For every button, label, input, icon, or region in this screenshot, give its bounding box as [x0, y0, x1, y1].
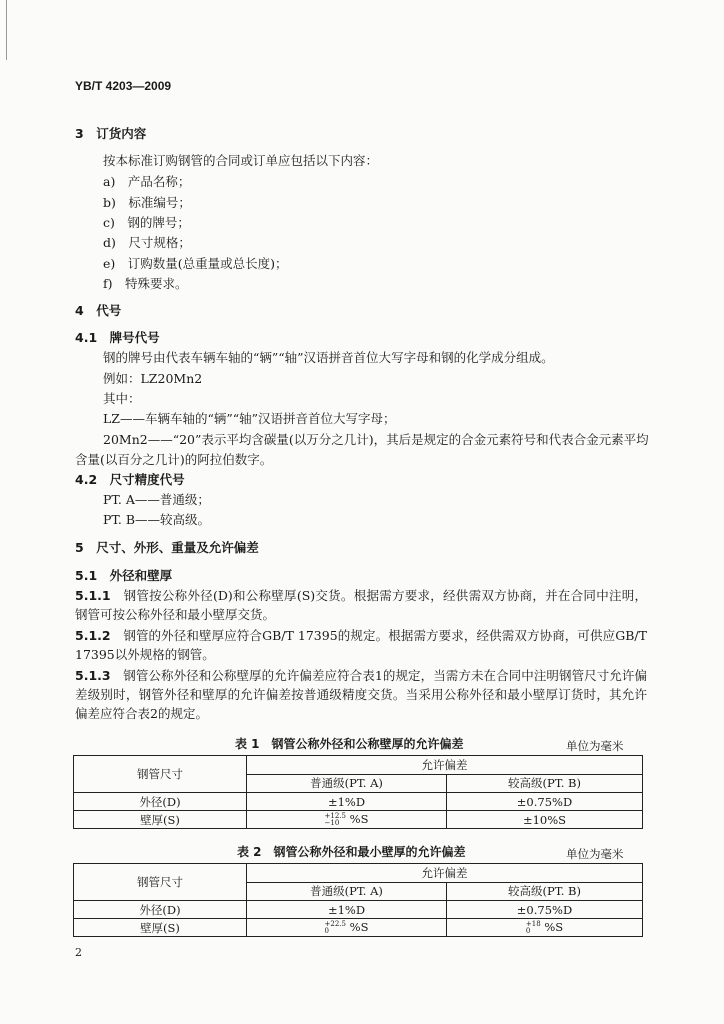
section-4-1-lz-def: LZ——车辆车轴的“辆”“轴”汉语拼音首位大写字母； [103, 411, 396, 426]
section-4-1-para: 钢的牌号由代表车辆车轴的“辆”“轴”汉语拼音首位大写字母和钢的化学成分组成。 [103, 350, 554, 365]
table-header-size: 钢管尺寸 [74, 864, 247, 901]
tolerance-lower: 0 [324, 927, 329, 935]
clause-text: 钢管按公称外径(D)和公称壁厚(S)交货。根据需方要求，经供需双方协商，并在合同中注明，钢管可按公称外径和最小壁厚交货。 [75, 588, 647, 622]
clause-text: 钢管公称外径和公称壁厚的允许偏差应符合表1的规定，当需方未在合同中注明钢管尺寸允许偏差级别时，钢管外径和壁厚的允许偏差按普通级精度交货。当采用公称外径和最小壁厚订货时，其允许偏差应符合表2的规定。 [75, 668, 647, 721]
table-cell: 壁厚(S) [74, 811, 247, 829]
table-header-pta: 普通级(PT. A) [247, 774, 447, 793]
section-4-title: 4 代号 [75, 303, 122, 318]
tolerance-upper: +22.5 [324, 920, 346, 928]
page-number: 2 [75, 946, 82, 959]
section-3-title: 3 订货内容 [75, 126, 147, 141]
section-4-2-title: 4.2 尺寸精度代号 [75, 472, 185, 487]
tolerance-lower: 0 [525, 927, 531, 935]
tolerance-stack [325, 921, 346, 935]
clause-number: 5.1.3 [75, 668, 111, 683]
section-4-1-where: 其中： [103, 391, 141, 406]
section-4-1-mn-def-cont: 含量(以百分之几计)的阿拉伯数字。 [75, 452, 273, 467]
table-cell: ±0.75%D [447, 901, 643, 919]
list-item: f) 特殊要求。 [103, 276, 188, 291]
table-header-ptb: 较高级(PT. B) [447, 774, 643, 793]
table-row [74, 793, 643, 811]
table-header-allowance: 允许偏差 [247, 864, 643, 883]
table-1-unit: 单位为毫米 [566, 739, 624, 753]
section-4-1-title: 4.1 牌号代号 [75, 330, 160, 345]
table-cell: ±1%D [247, 901, 447, 919]
table-header-pta: 普通级(PT. A) [247, 882, 447, 901]
list-item: b) 标准编号； [103, 195, 191, 210]
list-item: d) 尺寸规格； [103, 235, 191, 250]
table-row [74, 811, 643, 829]
list-item: c) 钢的牌号； [103, 215, 190, 230]
tolerance-stack [526, 921, 541, 935]
clause-number: 5.1.2 [75, 628, 111, 643]
section-4-2-pta: PT. A——普通级； [103, 492, 210, 507]
table-header-size: 钢管尺寸 [74, 756, 247, 793]
section-5-title: 5 尺寸、外形、重量及允许偏差 [75, 540, 259, 555]
table-cell: ±1%D [247, 793, 447, 811]
table-2-unit: 单位为毫米 [566, 847, 624, 861]
list-item: e) 订购数量(总重量或总长度)； [103, 256, 288, 271]
section-4-1-example: 例如：LZ20Mn2 [103, 371, 203, 386]
table-cell: 外径(D) [74, 793, 247, 811]
clause-number: 5.1.1 [75, 588, 111, 603]
table-cell: 外径(D) [74, 901, 247, 919]
section-5-1-title: 5.1 外径和壁厚 [75, 568, 173, 583]
section-4-1-mn-def: 20Mn2——“20”表示平均含碳量(以万分之几计)，其后是规定的合金元素符号和代表合金元素平均 [103, 432, 649, 447]
table-cell: ±0.75%D [447, 793, 643, 811]
tolerance-unit: %S [349, 920, 369, 934]
tolerance-unit: %S [349, 812, 369, 826]
table-1-caption: 表 1 钢管公称外径和公称壁厚的允许偏差 [235, 737, 464, 751]
list-item: a) 产品名称； [103, 174, 191, 189]
table-1 [73, 755, 643, 829]
tolerance-upper: +18 [525, 920, 541, 928]
table-cell [247, 811, 447, 829]
clause-5-1-3 [75, 666, 647, 723]
table-cell [247, 919, 447, 937]
table-row [74, 919, 643, 937]
table-2 [73, 863, 643, 937]
scan-edge-line [6, 0, 7, 60]
clause-5-1-1 [75, 586, 647, 624]
table-cell [447, 919, 643, 937]
standard-code-header: YB/T 4203—2009 [75, 79, 172, 93]
clause-text: 钢管的外径和壁厚应符合GB/T 17395的规定。根据需方要求，经供需双方协商，可供应GB/T 17395以外规格的钢管。 [75, 628, 647, 662]
clause-5-1-2 [75, 626, 647, 664]
table-2-caption: 表 2 钢管公称外径和最小壁厚的允许偏差 [237, 845, 466, 859]
section-3-intro: 按本标准订购钢管的合同或订单应包括以下内容： [103, 153, 379, 168]
tolerance-unit: %S [544, 920, 564, 934]
tolerance-upper: +12.5 [324, 812, 346, 820]
tolerance-stack [325, 813, 346, 827]
table-row [74, 901, 643, 919]
table-cell: ±10%S [447, 811, 643, 829]
section-4-2-ptb: PT. B——较高级。 [103, 512, 211, 527]
table-header-ptb: 较高级(PT. B) [447, 882, 643, 901]
tolerance-lower: −10 [324, 819, 340, 827]
table-header-allowance: 允许偏差 [247, 756, 643, 775]
table-cell: 壁厚(S) [74, 919, 247, 937]
